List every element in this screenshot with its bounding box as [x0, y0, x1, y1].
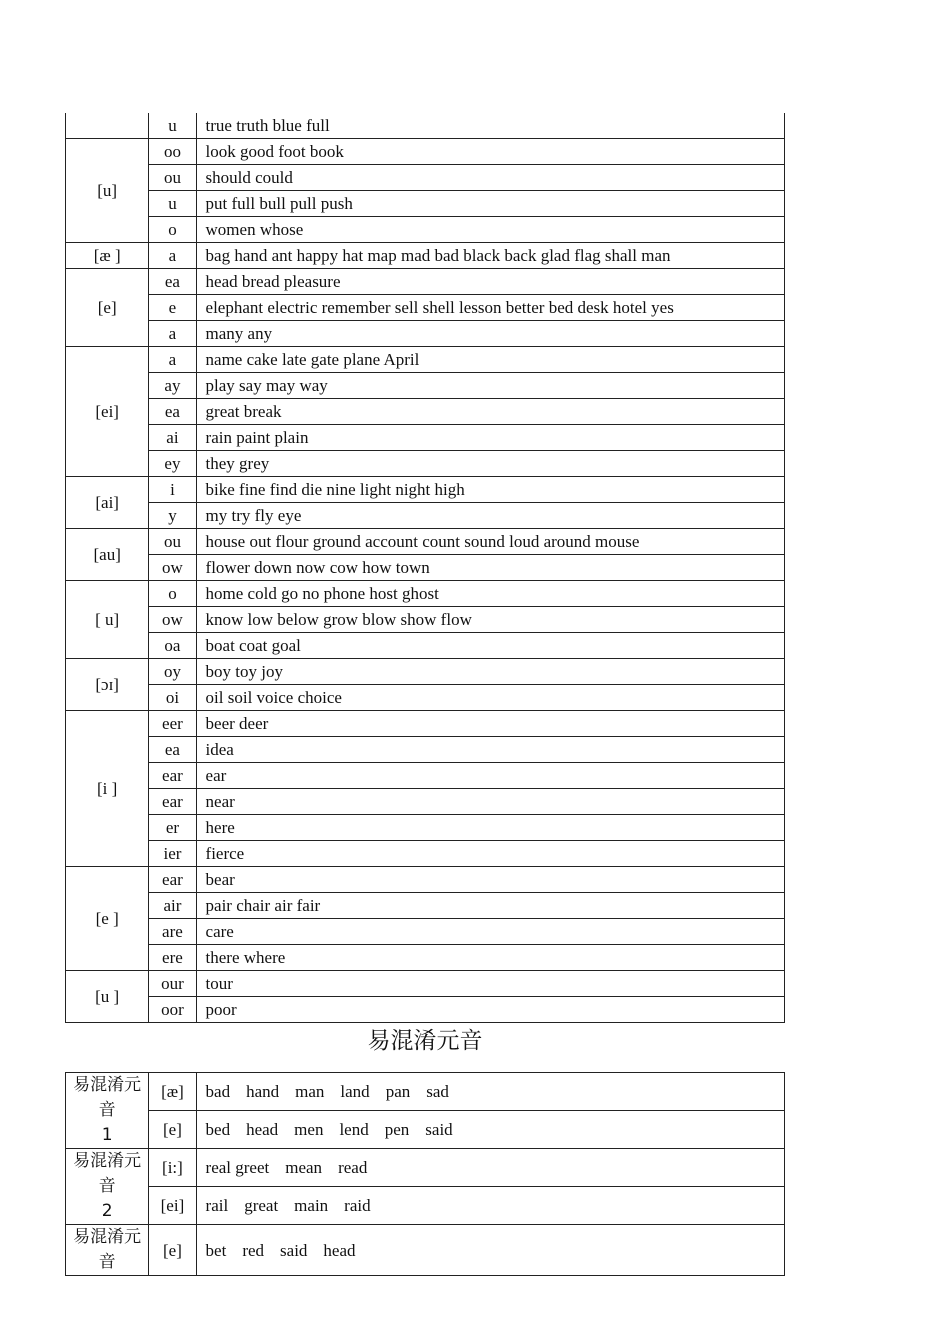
- example-words-cell: great break: [196, 399, 784, 425]
- example-word: hand: [246, 1082, 280, 1101]
- example-words-cell: flower down now cow how town: [196, 555, 784, 581]
- spelling-cell: ea: [149, 737, 196, 763]
- table-row: [66, 113, 785, 139]
- example-word: real greet: [205, 1158, 270, 1177]
- spelling-cell: ow: [149, 607, 196, 633]
- spelling-cell: ow: [149, 555, 196, 581]
- example-word: men: [294, 1120, 324, 1139]
- table-row: [66, 1225, 785, 1276]
- example-word: rail: [205, 1196, 229, 1215]
- phonetic-symbol-cell: [ɔɪ]: [66, 659, 149, 711]
- phonetic-symbol-cell: [ei]: [66, 347, 149, 477]
- table-row: [66, 217, 785, 243]
- example-words-cell: bike fine find die nine light night high: [196, 477, 784, 503]
- phonetic-symbol-cell: [au]: [66, 529, 149, 581]
- phonetic-symbol-cell: [u]: [66, 139, 149, 243]
- example-words-cell: name cake late gate plane April: [196, 347, 784, 373]
- example-words-cell: [196, 1149, 784, 1187]
- example-words-cell: [196, 1225, 784, 1276]
- example-words-cell: ear: [196, 763, 784, 789]
- spelling-cell: er: [149, 815, 196, 841]
- example-word: bed: [205, 1120, 231, 1139]
- table-row: [66, 893, 785, 919]
- spelling-cell: oor: [149, 997, 196, 1023]
- table-row: [66, 373, 785, 399]
- spelling-cell: ea: [149, 269, 196, 295]
- table-row: [66, 347, 785, 373]
- table-row: [66, 1187, 785, 1225]
- example-words-cell: play say may way: [196, 373, 784, 399]
- example-word: read: [338, 1158, 368, 1177]
- example-words-cell: [196, 1073, 784, 1111]
- spelling-cell: y: [149, 503, 196, 529]
- phonetic-symbol-cell: [66, 113, 149, 139]
- table-row: [66, 919, 785, 945]
- group-label-line: 易混淆元音: [73, 1075, 142, 1120]
- phonetic-symbol-cell: [e]: [149, 1111, 196, 1149]
- example-words-cell: put full bull pull push: [196, 191, 784, 217]
- phonetic-symbol-cell: [æ ]: [66, 243, 149, 269]
- phonetic-symbol-cell: [ei]: [149, 1187, 196, 1225]
- example-words-cell: here: [196, 815, 784, 841]
- vowel-spelling-table: [65, 113, 785, 1023]
- group-label-cell: [66, 1149, 149, 1225]
- table-row: [66, 477, 785, 503]
- table-row: [66, 867, 785, 893]
- spelling-cell: a: [149, 243, 196, 269]
- spelling-cell: ea: [149, 399, 196, 425]
- table-row: [66, 581, 785, 607]
- spelling-cell: oy: [149, 659, 196, 685]
- spelling-cell: ear: [149, 789, 196, 815]
- table-row: [66, 555, 785, 581]
- example-words-cell: boat coat goal: [196, 633, 784, 659]
- table-row: [66, 425, 785, 451]
- confusable-vowels-table: [65, 1072, 785, 1276]
- spelling-cell: ey: [149, 451, 196, 477]
- table-row: [66, 1073, 785, 1111]
- table-row: [66, 711, 785, 737]
- table-row: [66, 1111, 785, 1149]
- spelling-cell: air: [149, 893, 196, 919]
- table-row: [66, 659, 785, 685]
- example-word: man: [295, 1082, 325, 1101]
- table-row: [66, 139, 785, 165]
- example-words-cell: should could: [196, 165, 784, 191]
- group-label-line: 易混淆元音: [73, 1227, 142, 1272]
- spelling-cell: our: [149, 971, 196, 997]
- group-label-line: 易混淆元音: [73, 1151, 142, 1196]
- example-words-cell: elephant electric remember sell shell lesson better bed desk hotel yes: [196, 295, 784, 321]
- table-row: [66, 971, 785, 997]
- spelling-cell: e: [149, 295, 196, 321]
- example-word: mean: [285, 1158, 323, 1177]
- example-words-cell: true truth blue full: [196, 113, 784, 139]
- example-word: red: [242, 1240, 265, 1260]
- phonetic-symbol-cell: [ai]: [66, 477, 149, 529]
- example-words-cell: home cold go no phone host ghost: [196, 581, 784, 607]
- example-words-cell: tour: [196, 971, 784, 997]
- phonetic-symbol-cell: [e]: [149, 1225, 196, 1276]
- phonetic-symbol-cell: [e]: [66, 269, 149, 347]
- table-row: [66, 685, 785, 711]
- example-word: head: [323, 1240, 356, 1260]
- group-label-cell: [66, 1073, 149, 1149]
- example-word: head: [246, 1120, 279, 1139]
- table-row: [66, 815, 785, 841]
- spelling-cell: ear: [149, 867, 196, 893]
- example-words-cell: oil soil voice choice: [196, 685, 784, 711]
- spelling-cell: eer: [149, 711, 196, 737]
- spelling-cell: ear: [149, 763, 196, 789]
- spelling-cell: ay: [149, 373, 196, 399]
- table-row: [66, 191, 785, 217]
- example-words-cell: women whose: [196, 217, 784, 243]
- example-word: great: [244, 1196, 279, 1215]
- phonetic-symbol-cell: [æ]: [149, 1073, 196, 1111]
- example-word: sad: [426, 1082, 449, 1101]
- table-row: [66, 997, 785, 1023]
- example-words-cell: bear: [196, 867, 784, 893]
- spelling-cell: u: [149, 191, 196, 217]
- example-words-cell: head bread pleasure: [196, 269, 784, 295]
- example-words-cell: house out flour ground account count sound loud around mouse: [196, 529, 784, 555]
- example-words-cell: fierce: [196, 841, 784, 867]
- table-row: [66, 399, 785, 425]
- spelling-cell: u: [149, 113, 196, 139]
- table-row: [66, 945, 785, 971]
- example-word: pan: [385, 1082, 411, 1101]
- example-word: lend: [339, 1120, 369, 1139]
- spelling-cell: ou: [149, 529, 196, 555]
- table-row: [66, 841, 785, 867]
- phonetic-symbol-cell: [i:]: [149, 1149, 196, 1187]
- example-words-cell: there where: [196, 945, 784, 971]
- table-row: [66, 789, 785, 815]
- example-words-cell: near: [196, 789, 784, 815]
- spelling-cell: ou: [149, 165, 196, 191]
- example-words-cell: look good foot book: [196, 139, 784, 165]
- spelling-cell: o: [149, 581, 196, 607]
- example-word: main: [294, 1196, 329, 1215]
- table-row: [66, 165, 785, 191]
- group-label-line: 1: [101, 1125, 113, 1145]
- table-row: [66, 763, 785, 789]
- table-row: [66, 295, 785, 321]
- spelling-cell: oa: [149, 633, 196, 659]
- section-title: 易混淆元音: [367, 1028, 483, 1054]
- spelling-cell: a: [149, 347, 196, 373]
- spelling-cell: o: [149, 217, 196, 243]
- example-word: bet: [205, 1240, 227, 1260]
- table-row: [66, 243, 785, 269]
- example-words-cell: pair chair air fair: [196, 893, 784, 919]
- example-words-cell: [196, 1187, 784, 1225]
- example-words-cell: bag hand ant happy hat map mad bad black back glad flag shall man: [196, 243, 784, 269]
- example-word: land: [340, 1082, 370, 1101]
- phonetic-symbol-cell: [e ]: [66, 867, 149, 971]
- example-words-cell: idea: [196, 737, 784, 763]
- example-words-cell: beer deer: [196, 711, 784, 737]
- table-row: [66, 503, 785, 529]
- group-label-cell: [66, 1225, 149, 1276]
- phonetic-symbol-cell: [ u]: [66, 581, 149, 659]
- table-row: [66, 529, 785, 555]
- example-word: bad: [205, 1082, 231, 1101]
- table-row: [66, 1149, 785, 1187]
- example-words-cell: they grey: [196, 451, 784, 477]
- example-words-cell: boy toy joy: [196, 659, 784, 685]
- table-row: [66, 269, 785, 295]
- table-row: [66, 607, 785, 633]
- spelling-cell: ai: [149, 425, 196, 451]
- example-words-cell: [196, 1111, 784, 1149]
- group-label-line: 2: [101, 1201, 113, 1221]
- spelling-cell: a: [149, 321, 196, 347]
- phonetic-symbol-cell: [u ]: [66, 971, 149, 1023]
- table-row: [66, 321, 785, 347]
- table-row: [66, 633, 785, 659]
- spelling-cell: are: [149, 919, 196, 945]
- table-row: [66, 451, 785, 477]
- example-words-cell: care: [196, 919, 784, 945]
- example-words-cell: many any: [196, 321, 784, 347]
- spelling-cell: oo: [149, 139, 196, 165]
- example-word: said: [280, 1240, 308, 1260]
- example-word: pen: [384, 1120, 410, 1139]
- spelling-cell: i: [149, 477, 196, 503]
- example-word: raid: [344, 1196, 371, 1215]
- spelling-cell: oi: [149, 685, 196, 711]
- table-row: [66, 737, 785, 763]
- example-words-cell: my try fly eye: [196, 503, 784, 529]
- example-words-cell: know low below grow blow show flow: [196, 607, 784, 633]
- example-word: said: [425, 1120, 453, 1139]
- example-words-cell: poor: [196, 997, 784, 1023]
- phonetic-symbol-cell: [i ]: [66, 711, 149, 867]
- example-words-cell: rain paint plain: [196, 425, 784, 451]
- spelling-cell: ere: [149, 945, 196, 971]
- spelling-cell: ier: [149, 841, 196, 867]
